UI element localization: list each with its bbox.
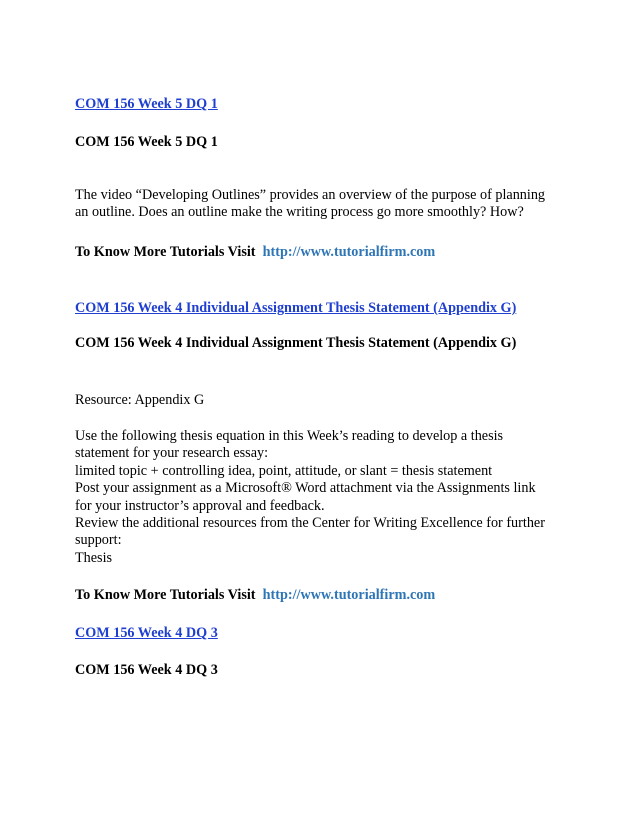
section-body-week4-thesis — [75, 428, 545, 567]
body-line: Post your assignment as a Microsoft® Word attachment via the Assignments link — [75, 480, 536, 497]
section-heading-week4-dq3: COM 156 Week 4 DQ 3 — [75, 662, 218, 678]
cta-url-link[interactable]: http://www.tutorialfirm.com — [262, 587, 436, 603]
body-line: Thesis — [75, 549, 113, 566]
body-line: an outline. Does an outline make the writing process go more smoothly? How? — [75, 204, 524, 221]
cta-url-link[interactable]: http://www.tutorialfirm.com — [262, 244, 436, 260]
section-heading-week5-dq1: COM 156 Week 5 DQ 1 — [75, 134, 218, 150]
cta-prefix: To Know More Tutorials Visit — [75, 587, 256, 603]
body-line: Use the following thesis equation in this Week’s reading to develop a thesis — [75, 428, 504, 444]
section-body-week5-dq1 — [75, 187, 545, 222]
body-line: Review the additional resources from the Center for Writing Excellence for further — [75, 515, 545, 532]
section-heading-week4-thesis: COM 156 Week 4 Individual Assignment Thesis Statement (Appendix G) — [75, 335, 517, 351]
body-line: support: — [75, 532, 122, 549]
section-link-week5-dq1[interactable]: COM 156 Week 5 DQ 1 — [75, 96, 218, 112]
resource-line: Resource: Appendix G — [75, 392, 205, 408]
body-line: limited topic + controlling idea, point, attitude, or slant = thesis statement — [75, 462, 493, 479]
body-line: The video “Developing Outlines” provides an overview of the purpose of planning — [75, 187, 546, 203]
cta-prefix: To Know More Tutorials Visit — [75, 244, 256, 260]
section-link-week4-thesis[interactable]: COM 156 Week 4 Individual Assignment Thesis Statement (Appendix G) — [75, 300, 517, 316]
body-line: statement for your research essay: — [75, 445, 269, 462]
body-line: for your instructor’s approval and feedback. — [75, 497, 325, 514]
cta-line-1 — [75, 244, 435, 261]
cta-line-2 — [75, 587, 435, 604]
section-link-week4-dq3[interactable]: COM 156 Week 4 DQ 3 — [75, 625, 218, 641]
